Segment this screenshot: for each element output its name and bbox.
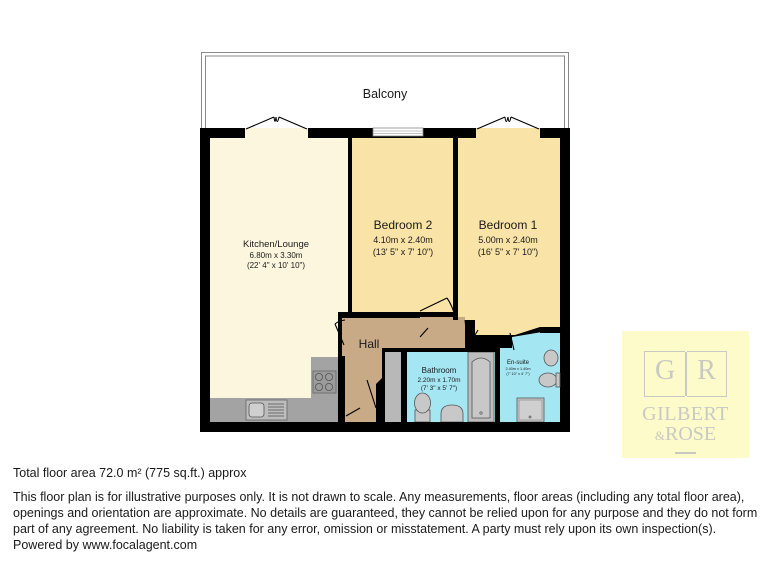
dims-bedroom-2-imperial: (13' 5" x 7' 10") bbox=[372, 247, 434, 257]
dims-bathroom-imperial: (7' 3" x 5' 7") bbox=[420, 385, 458, 392]
agency-logo bbox=[622, 331, 749, 458]
dims-en-suite-imperial: (7' 10" x 4' 7") bbox=[506, 372, 530, 376]
window-icon bbox=[373, 128, 423, 136]
dims-kitchen-lounge-metric: 6.80m x 3.30m bbox=[249, 251, 303, 260]
label-kitchen-lounge: Kitchen/Lounge bbox=[242, 239, 310, 250]
hob-icon bbox=[313, 371, 336, 393]
shower-icon bbox=[517, 398, 544, 422]
logo-ampersand: & bbox=[654, 428, 665, 443]
total-floor-area: Total floor area 72.0 m² (775 sq.ft.) approx bbox=[13, 466, 247, 480]
logo-underline bbox=[675, 452, 696, 454]
label-bedroom-2: Bedroom 2 bbox=[373, 218, 433, 232]
logo-name-line1: GILBERT bbox=[642, 403, 729, 425]
dims-bedroom-2-metric: 4.10m x 2.40m bbox=[373, 235, 433, 245]
label-en-suite: En-suite bbox=[506, 360, 530, 366]
logo-initials bbox=[644, 355, 727, 387]
sink-icon bbox=[246, 400, 287, 420]
washbasin-icon bbox=[441, 405, 463, 422]
dims-kitchen-lounge-imperial: (22' 4" x 10' 10") bbox=[246, 261, 306, 270]
logo-name-line2 bbox=[622, 423, 749, 446]
disclaimer-text: This floor plan is for illustrative purposes only. It is not drawn to scale. Any measurements, floor areas (including any total floor area), openings and orientation are approximate. No details are guaranteed, they cannot be relied upon for any purpose and they do not form part of any agreement. No liability is taken for any error, omission or misstatement. A party must rely upon its own inspection(s). Powered by www.focalagent.com bbox=[13, 490, 758, 552]
bathtub-icon bbox=[467, 352, 495, 422]
logo-name-rose: ROSE bbox=[665, 423, 717, 445]
cupboard bbox=[385, 352, 401, 422]
toilet-icon bbox=[415, 393, 431, 422]
logo-initial-g: G bbox=[655, 355, 676, 386]
dims-bathroom-metric: 2.20m x 1.70m bbox=[417, 377, 461, 384]
label-hall: Hall bbox=[358, 337, 380, 351]
label-bathroom: Bathroom bbox=[421, 366, 457, 375]
label-balcony: Balcony bbox=[362, 87, 408, 101]
dims-en-suite-metric: 2.40m x 1.40m bbox=[505, 367, 531, 371]
dims-bedroom-1-imperial: (16' 5" x 7' 10") bbox=[477, 247, 539, 257]
dims-bedroom-1-metric: 5.00m x 2.40m bbox=[478, 235, 538, 245]
label-bedroom-1: Bedroom 1 bbox=[478, 218, 538, 232]
logo-initial-r: R bbox=[697, 355, 716, 386]
